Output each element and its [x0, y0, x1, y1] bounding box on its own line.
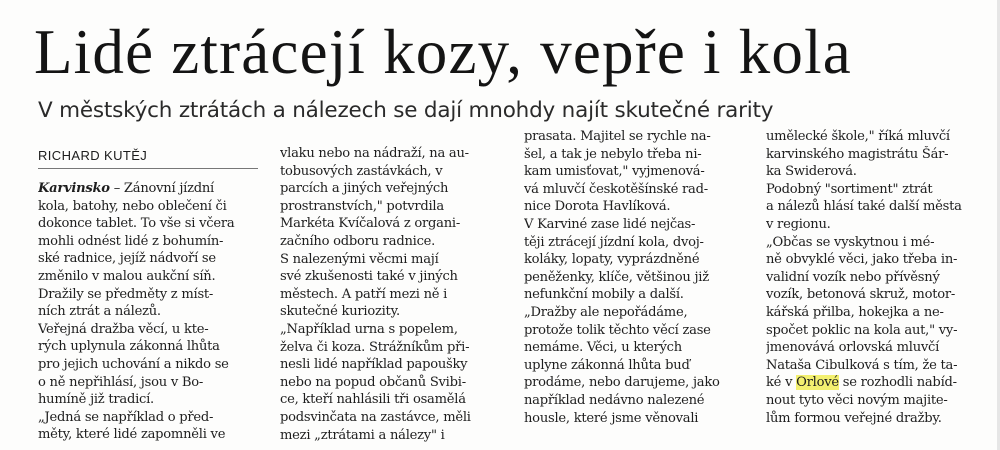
- column-line: koláky, lopaty, vyprázdněné: [524, 252, 700, 268]
- column-line: želva či koza. Strážníkům při-: [280, 339, 470, 355]
- column-line: těji ztrácejí jízdní kola, dvoj-: [524, 234, 704, 250]
- column-line: mezi „ztrátami a nálezy" i: [280, 427, 445, 443]
- column-line: nemáme. Věci, u kterých: [524, 340, 682, 356]
- column-line: ce, kteří nahlásili tři osamělá: [280, 392, 466, 408]
- column-4-lines-after: [766, 392, 996, 427]
- column-line: prostranstvích," potvrdila: [280, 198, 444, 214]
- column-line: dokonce tablet. To vše si včera: [38, 216, 235, 232]
- article-column-2: [280, 145, 506, 444]
- highlight-suffix: se rozhodli nabíd-: [838, 375, 957, 391]
- column-line: šel, a tak je nebylo třeba ni-: [524, 146, 702, 162]
- column-line: měty, které lidé zapomněli ve: [38, 427, 226, 443]
- column-line: pro jejich uchování a nikdo se: [38, 356, 229, 372]
- article-column-4: [766, 128, 996, 427]
- column-line: prasata. Majitel se rychle na-: [524, 129, 711, 144]
- column-line: městech. A patří mezi ně i: [280, 286, 448, 302]
- column-line: kam umisťovat," vyjmenová-: [524, 164, 705, 180]
- column-line-highlight: [766, 374, 996, 392]
- column-line: vlaku nebo na nádraží, na au-: [280, 146, 469, 161]
- column-line: housle, které jsme věnovali: [524, 410, 699, 426]
- dateline-text: – Zánovní jízdní: [109, 181, 214, 196]
- column-line: jmenovává orlovská mluvčí: [766, 340, 940, 356]
- highlight-prefix: ké v: [766, 375, 797, 391]
- column-line: například nedávno nalezené: [524, 392, 705, 408]
- column-line: karvinského magistrátu Šár-: [766, 146, 949, 162]
- column-line: nout tyto věci novým majite-: [766, 392, 948, 408]
- column-line: lům formou veřejné dražby.: [766, 410, 942, 426]
- column-line: „Občas se vyskytnou i mé-: [766, 234, 935, 250]
- highlighted-word-orlove: Orlové: [796, 375, 839, 391]
- column-line: umělecké škole," říká mluvčí: [766, 129, 950, 144]
- column-line: „Dražby ale nepořádáme,: [524, 304, 688, 320]
- column-line: peněženky, klíče, většinou již: [524, 269, 709, 285]
- column-line: ně obvyklé věci, jako třeba in-: [766, 252, 958, 268]
- column-1-lines: [38, 198, 262, 444]
- column-line: Podobný "sortiment" ztrát: [766, 181, 933, 197]
- column-line: V Karviné zase lidé nejčas-: [524, 216, 696, 232]
- column-line: „Například urna s popelem,: [280, 321, 458, 337]
- subheadline: V městských ztrátách a nálezech se dají mnohdy najít skutečné rarity: [38, 98, 774, 123]
- column-line: protože tolik těchto věcí zase: [524, 322, 711, 338]
- column-line: a nálezů hlásí také další města: [766, 199, 962, 215]
- column-line: skutečné kuriozity.: [280, 304, 400, 320]
- column-line: rých uplynula zákonná lhůta: [38, 339, 220, 355]
- column-line: nice Dorota Havlíková.: [524, 199, 671, 215]
- dateline: Karvinsko: [38, 181, 110, 196]
- column-line: o ně nepřihlásí, jsou v Bo-: [38, 374, 204, 390]
- column-line: nesli lidé například papoušky: [280, 357, 468, 373]
- article-column-1: [38, 180, 262, 444]
- column-line: S nalezenými věcmi mají: [280, 251, 439, 267]
- byline: RICHARD KUTĚJ: [38, 148, 148, 163]
- column-line: své zkušenosti také v jiných: [280, 269, 458, 285]
- column-line: začního odboru radnice.: [280, 233, 436, 249]
- column-line: „Jedná se například o před-: [38, 409, 214, 425]
- column-line: prodáme, nebo darujeme, jako: [524, 375, 720, 391]
- column-line: Dražily se předměty z míst-: [38, 286, 214, 302]
- column-4-lines-before: [766, 128, 996, 374]
- column-line: Nataša Cibulková s tím, že ta-: [766, 357, 958, 373]
- column-line: ka Swiderová.: [766, 164, 857, 180]
- column-line: parcích a jiných veřejných: [280, 181, 449, 197]
- column-line: podsvinčata na zastávce, měli: [280, 409, 471, 425]
- column-line: humíně již tradicí.: [38, 392, 154, 408]
- column-line: tobusových zastávkách, v: [280, 163, 443, 179]
- column-line: ské radnice, jejíž nádvoří se: [38, 251, 216, 267]
- column-line: spočet poklic na kola aut," vy-: [766, 322, 958, 338]
- column-line: nefunkční mobily a další.: [524, 287, 684, 303]
- column-line: mohli odnést lidé z bohumín-: [38, 233, 224, 249]
- byline-rule: [38, 168, 258, 169]
- column-line: ních ztrát a nálezů.: [38, 304, 161, 320]
- column-line: v regionu.: [766, 216, 831, 232]
- column-line: vá mluvčí českotěšínské rad-: [524, 181, 708, 197]
- column-line: Veřejná dražba věcí, u kte-: [38, 321, 209, 337]
- column-line: uplyne zákonná lhůta buď: [524, 357, 690, 373]
- column-line: změnilo v malou aukční síň.: [38, 268, 216, 284]
- column-line: vozík, betonová skruž, motor-: [766, 287, 956, 303]
- column-line: validní vozík nebo přívěsný: [766, 269, 940, 285]
- column-line: [38, 180, 262, 198]
- headline: Lidé ztrácejí kozy, vepře i kola: [34, 17, 852, 87]
- article-column-3: [524, 128, 752, 427]
- column-line: kola, batohy, nebo oblečení či: [38, 198, 227, 214]
- column-line: nebo na popud občanů Svibi-: [280, 374, 466, 390]
- column-line: kářská přilba, hokejka a ne-: [766, 304, 944, 320]
- column-line: Markéta Kvíčalová z organi-: [280, 216, 461, 232]
